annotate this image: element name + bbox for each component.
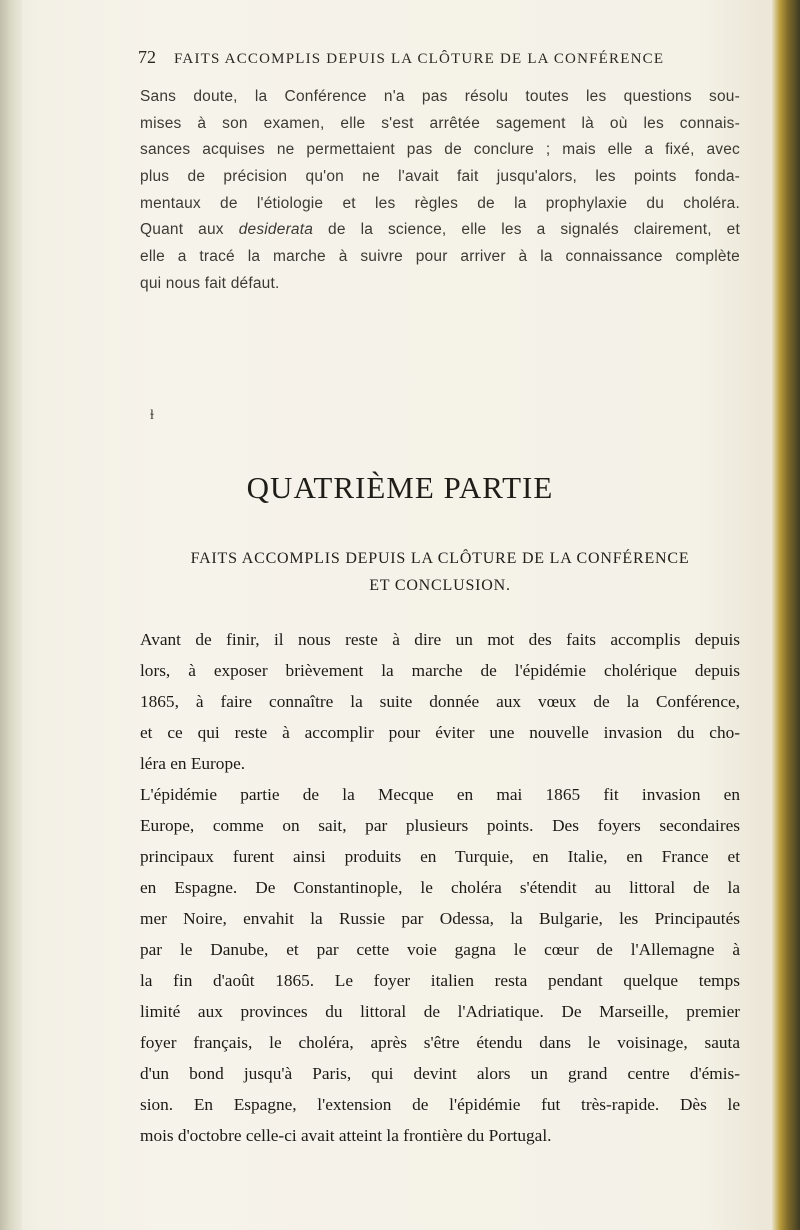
text-line: limité aux provinces du littoral de l'Adriatique. De Marseille, premier — [140, 1002, 740, 1021]
page-number: 72 — [138, 47, 156, 67]
text-line: foyer français, le choléra, après s'être étendu dans le voisinage, sauta — [140, 1033, 740, 1052]
text-line: mises à son examen, elle s'est arrêtée sagement là où les connais- — [140, 114, 740, 132]
text-line: sion. En Espagne, l'extension de l'épidémie fut très-rapide. Dès le — [140, 1095, 740, 1114]
text-line: L'épidémie partie de la Mecque en mai 1865 fit invasion en — [140, 785, 740, 804]
text-line: la fin d'août 1865. Le foyer italien resta pendant quelque temps — [140, 971, 740, 990]
text-line: lors, à exposer brièvement la marche de l'épidémie cholérique depuis — [140, 661, 740, 680]
text-line: 1865, à faire connaître la suite donnée aux vœux de la Conférence, — [140, 692, 740, 711]
text-line: léra en Europe. — [140, 754, 246, 773]
text-line: Avant de finir, il nous reste à dire un mot des faits accomplis depuis — [140, 630, 740, 649]
text-line: qui nous fait défaut. — [140, 274, 280, 292]
text-line: en Espagne. De Constantinople, le choléra s'étendit au littoral de la — [140, 878, 740, 897]
text-line: par le Danube, et par cette voie gagna le cœur de l'Allemagne à — [140, 940, 740, 959]
running-title: FAITS ACCOMPLIS DEPUIS LA CLÔTURE DE LA CONFÉRENCE — [174, 51, 665, 67]
text-line: et ce qui reste à accomplir pour éviter une nouvelle invasion du cho- — [140, 723, 740, 742]
italic-term: desiderata — [238, 221, 314, 239]
text-line: mentaux de l'étiologie et les règles de la prophylaxie du choléra. — [140, 194, 740, 212]
part-title: QUATRIÈME PARTIE — [246, 470, 554, 505]
text-line: Europe, comme on sait, par plusieurs points. Des foyers secondaires — [140, 816, 740, 835]
page-binding-shadow — [0, 0, 22, 1230]
text-line: elle a tracé la marche à suivre pour arriver à la connaissance complète — [140, 248, 740, 266]
stray-ink-mark: ɫ — [150, 408, 154, 423]
page-edge-shadow — [772, 0, 800, 1230]
text-line: sances acquises ne permettaient pas de conclure ; mais elle a fixé, avec — [140, 141, 740, 159]
text-line: principaux furent ainsi produits en Turquie, en Italie, en France et — [140, 847, 740, 866]
text-line: d'un bond jusqu'à Paris, qui devint alors un grand centre d'émis- — [140, 1064, 740, 1083]
subtitle-line: FAITS ACCOMPLIS DEPUIS LA CLÔTURE DE LA CONFÉRENCE — [190, 550, 690, 567]
text-line: mer Noire, envahit la Russie par Odessa, la Bulgarie, les Principautés — [140, 909, 740, 928]
part-subtitle — [140, 545, 740, 599]
text-line: Quant aux desiderata de la science, elle les a signalés clairement, et — [140, 221, 740, 239]
text-line: Sans doute, la Conférence n'a pas résolu toutes les questions sou- — [140, 88, 740, 105]
text-line: plus de précision qu'on ne l'avait fait jusqu'alors, les points fonda- — [140, 168, 740, 186]
text-line: mois d'octobre celle-ci avait atteint la frontière du Portugal. — [140, 1126, 552, 1145]
paragraph-intro — [140, 84, 740, 298]
paragraph-epidemie — [140, 779, 740, 1151]
paragraph-avant-de-finir — [140, 624, 740, 779]
subtitle-line: ET CONCLUSION. — [369, 577, 511, 594]
running-header — [138, 47, 738, 68]
